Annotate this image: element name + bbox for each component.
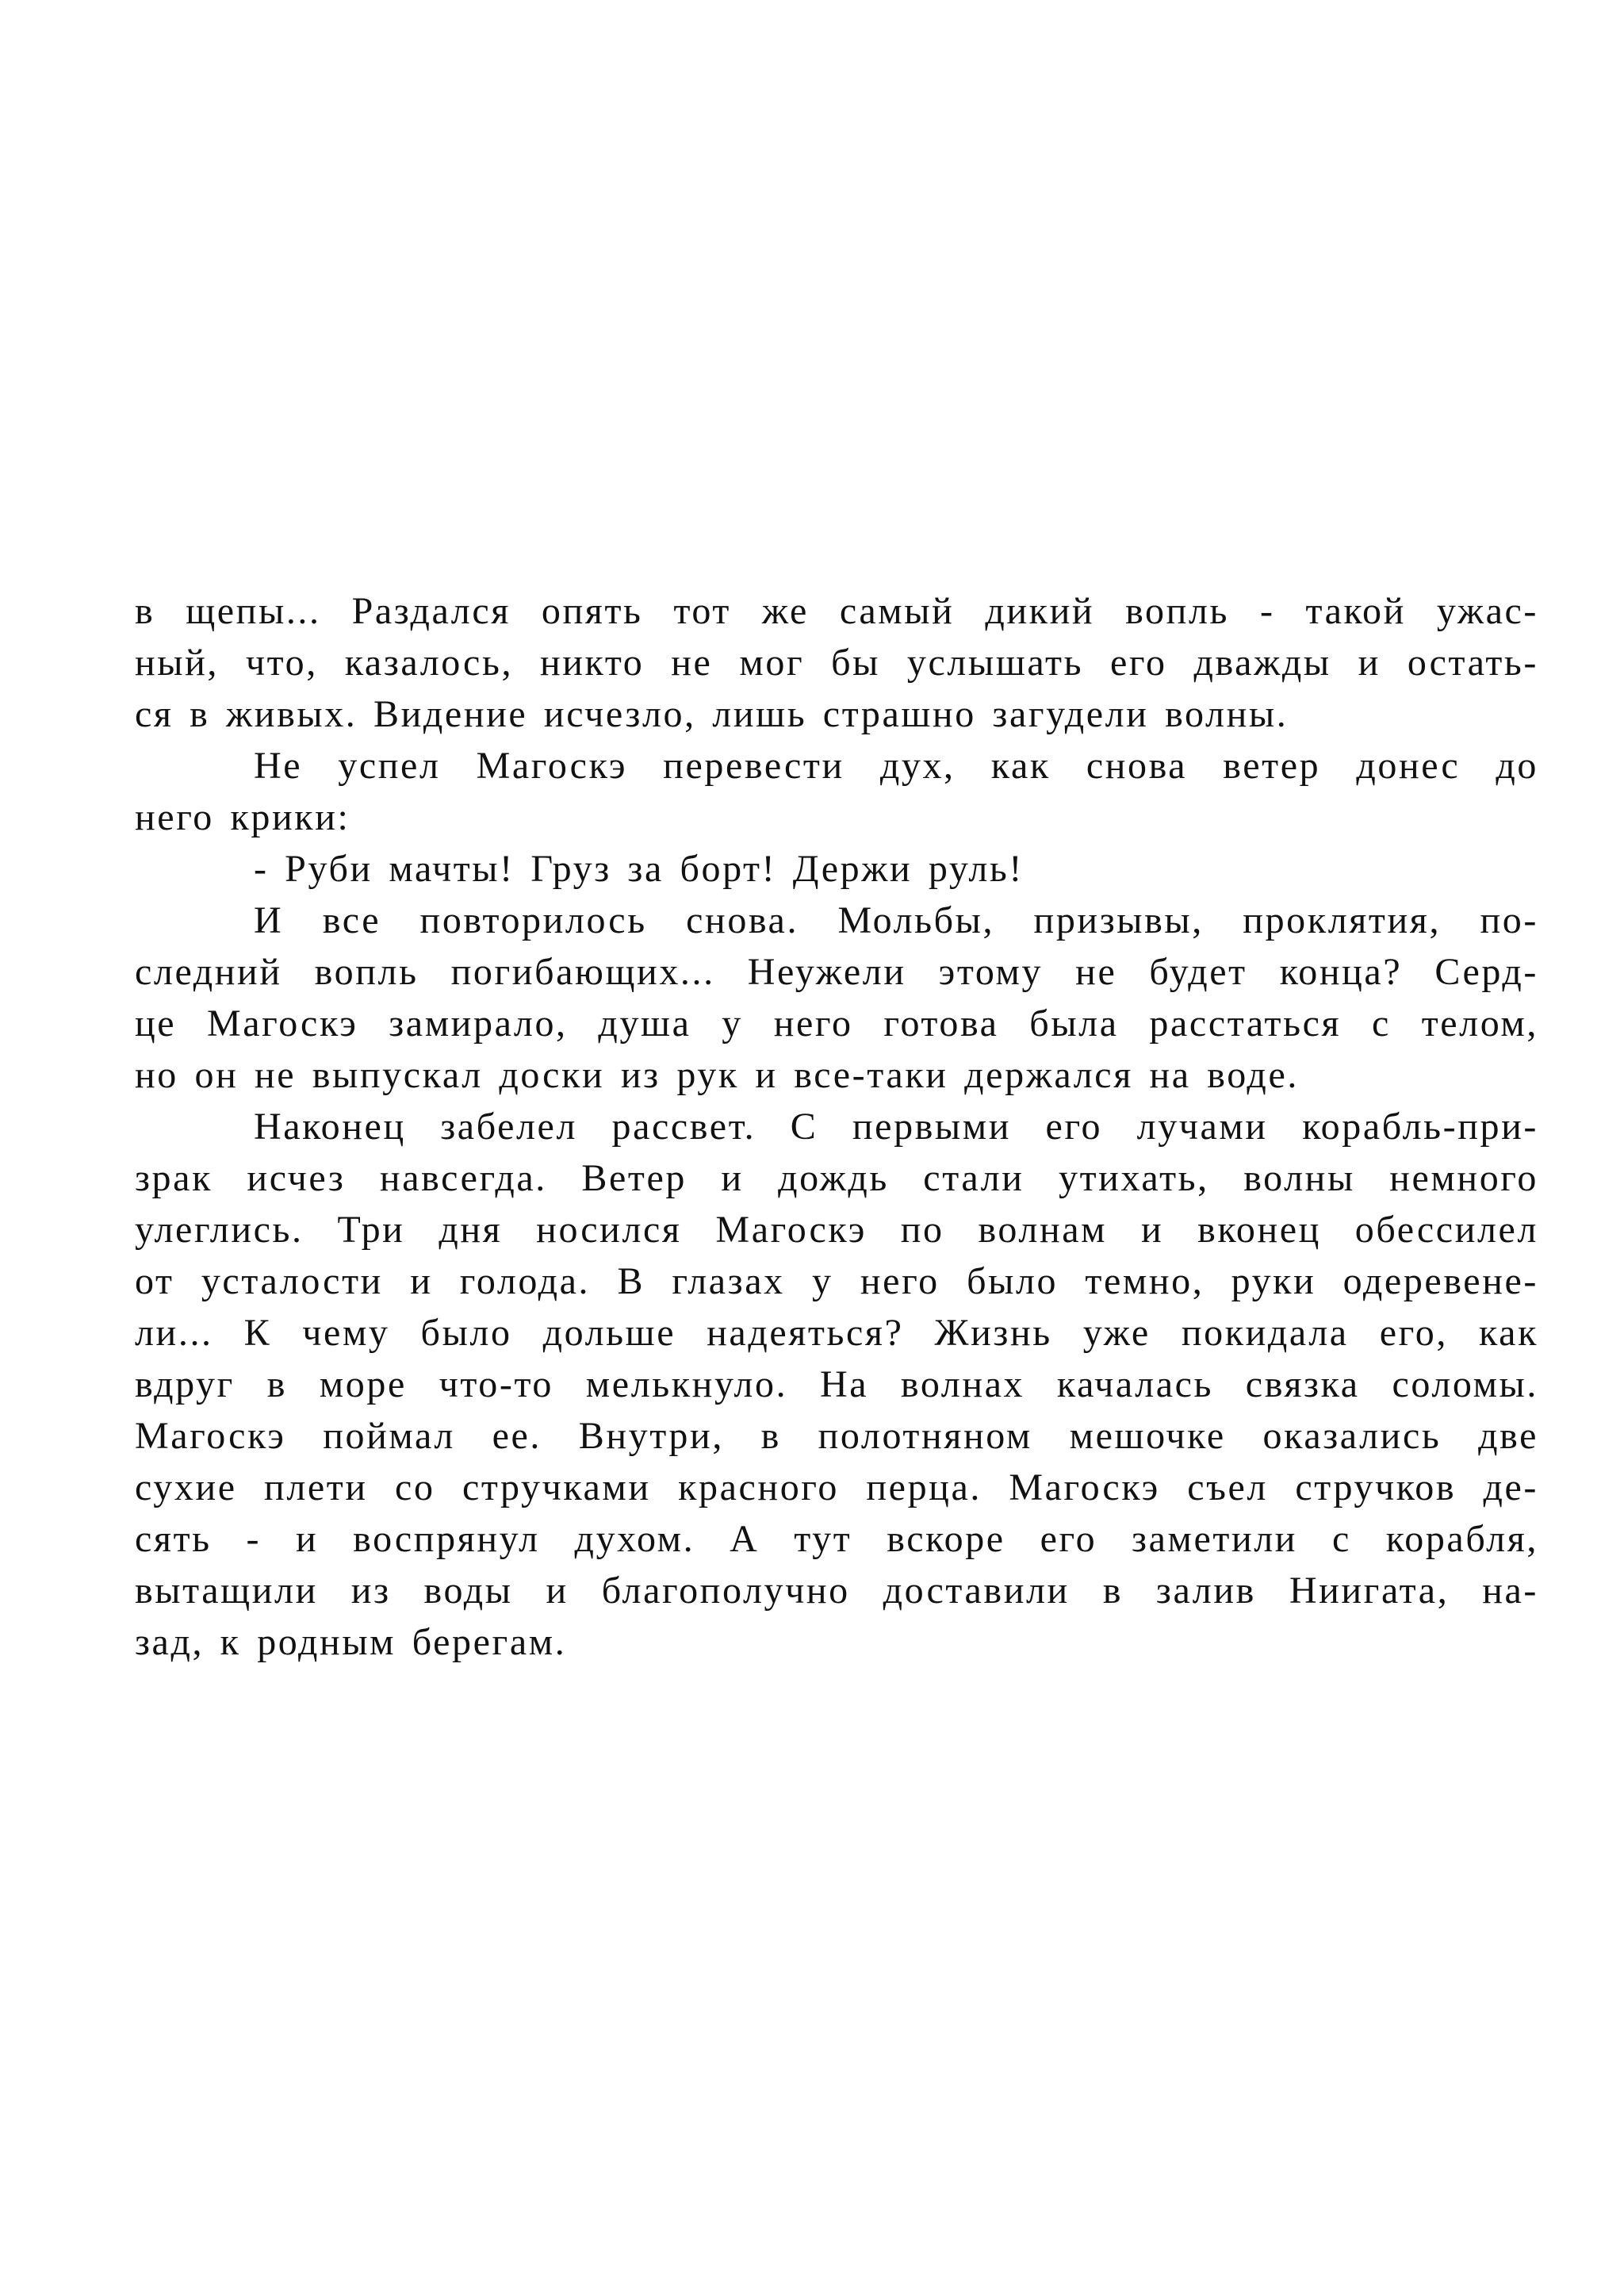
text-line: ся в живых. Видение исчезло, лишь страшно загудели волны. [135,693,1289,735]
text-line: от усталости и голода. В глазах у него было темно, руки одеревене- [135,1260,1538,1302]
text-line: сять - и воспрянул духом. А тут вскоре его заметили с корабля, [135,1518,1538,1560]
text-line: вытащили из воды и благополучно доставили в залив Ниигата, на- [135,1570,1538,1612]
paragraph [135,740,1538,843]
text-line: следний вопль погибающих... Неужели этому не будет конца? Серд- [135,951,1538,993]
paragraph [135,1101,1538,1668]
text-line: улеглись. Три дня носился Магоскэ по волнам и вконец обессилел [135,1209,1538,1251]
text-line: зад, к родным берегам. [135,1621,567,1663]
text-line: ли... К чему было дольше надеяться? Жизнь уже покидала его, как [135,1312,1538,1354]
text-line: И все повторилось снова. Мольбы, призывы, проклятия, по- [254,899,1538,941]
dialogue-line [135,843,1538,895]
paragraph [135,895,1538,1101]
text-line: но он не выпускал доски из рук и все-таки держался на воде. [135,1054,1299,1096]
body-text [135,585,1538,1668]
text-line: Магоскэ поймал ее. Внутри, в полотняном мешочке оказались две [135,1415,1538,1457]
text-line: ный, что, казалось, никто не мог бы услышать его дважды и остать- [135,642,1538,684]
text-line: Не успел Магоскэ перевести дух, как снова ветер донес до [254,745,1538,787]
paragraph [135,585,1538,740]
text-line: - Руби мачты! Груз за борт! Держи руль! [254,848,1024,890]
text-line: него крики: [135,796,350,838]
text-line: в щепы... Раздался опять тот же самый дикий вопль - такой ужас- [135,590,1538,632]
text-line: вдруг в море что-то мелькнуло. На волнах качалась связка соломы. [135,1363,1538,1405]
text-line: зрак исчез навсегда. Ветер и дождь стали утихать, волны немного [135,1157,1538,1199]
text-line: сухие плети со стручками красного перца. Магоскэ съел стручков де- [135,1466,1538,1508]
text-line: Наконец забелел рассвет. С первыми его лучами корабль-при- [254,1106,1538,1148]
text-line: це Магоскэ замирало, душа у него готова была расстаться с телом, [135,1002,1538,1045]
